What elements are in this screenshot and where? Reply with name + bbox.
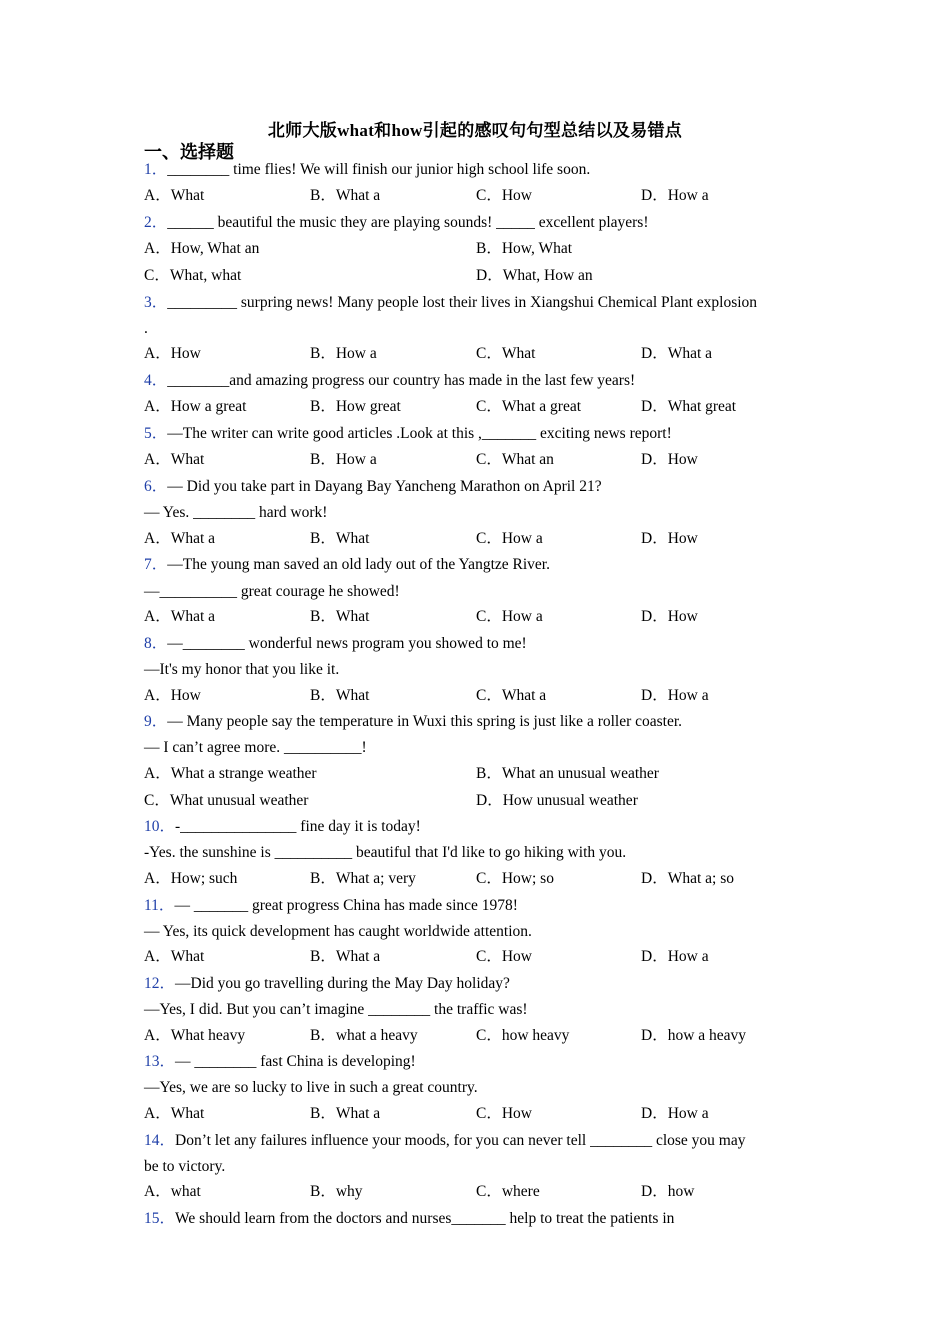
question-text: be to victory. (144, 1158, 226, 1175)
question-text: — Yes, its quick development has caught worldwide attention. (144, 923, 532, 940)
question-stem (144, 1209, 814, 1229)
answer-option[interactable]: D．How a (641, 187, 709, 204)
question-number: 1． (144, 161, 168, 178)
answer-option[interactable]: B．What a (310, 187, 381, 204)
question-stem (144, 160, 814, 180)
answer-option[interactable]: C．What a great (476, 398, 582, 415)
answer-option[interactable]: B．what a heavy (310, 1027, 418, 1044)
answer-option[interactable]: B．What (310, 608, 370, 625)
question-text: —The young man saved an old lady out of the Yangtze River. (167, 556, 550, 573)
question-line (144, 582, 814, 602)
answer-option[interactable]: C．How a (476, 608, 543, 625)
answer-option[interactable]: C．How; so (476, 870, 554, 887)
question-number: 15． (144, 1210, 176, 1227)
question-text: . (144, 320, 148, 337)
question-text: — ________ fast China is developing! (175, 1053, 416, 1070)
question-text: ________ time flies! We will finish our junior high school life soon. (167, 161, 591, 178)
answer-option[interactable]: B．How a (310, 451, 377, 468)
question-text: —Yes, I did. But you can’t imagine ________ the traffic was! (144, 1001, 528, 1018)
answer-option[interactable]: A．How (144, 345, 201, 362)
question-line (144, 843, 814, 863)
question-number: 13． (144, 1053, 176, 1070)
answer-option[interactable]: C．how heavy (476, 1027, 570, 1044)
question-number: 3． (144, 294, 168, 311)
question-line (144, 922, 814, 942)
question-text: —Did you go travelling during the May Day holiday? (175, 975, 510, 992)
answer-option[interactable]: D．How (641, 608, 698, 625)
answer-option[interactable]: B．What a (310, 1105, 381, 1122)
question-line (144, 1157, 814, 1177)
answer-option[interactable]: B．What (310, 687, 370, 704)
question-stem (144, 477, 814, 497)
question-number: 10． (144, 818, 176, 835)
question-text: _________ surpring news! Many people lost their lives in Xiangshui Chemical Plant explosion (167, 294, 758, 311)
answer-option[interactable]: A．How, What an (144, 240, 260, 257)
question-line (144, 1078, 814, 1098)
answer-option[interactable]: B．What an unusual weather (476, 765, 659, 782)
answer-option[interactable]: A．What (144, 1105, 205, 1122)
question-text: —________ wonderful news program you showed to me! (167, 635, 527, 652)
question-stem (144, 555, 814, 575)
question-stem (144, 424, 814, 444)
answer-option[interactable]: A．What (144, 451, 205, 468)
question-text: — _______ great progress China has made since 1978! (174, 897, 518, 914)
question-line (144, 503, 814, 523)
answer-option[interactable]: A．What a strange weather (144, 765, 317, 782)
answer-option[interactable]: A．How a great (144, 398, 247, 415)
question-text: ________and amazing progress our country has made in the last few years! (167, 372, 636, 389)
question-number: 7． (144, 556, 168, 573)
question-line (144, 319, 814, 339)
question-text: ______ beautiful the music they are playing sounds! _____ excellent players! (167, 214, 649, 231)
question-text: —__________ great courage he showed! (144, 583, 400, 600)
question-text: We should learn from the doctors and nurses_______ help to treat the patients in (175, 1210, 675, 1227)
answer-option[interactable]: B．why (310, 1183, 363, 1200)
answer-option[interactable]: B．How great (310, 398, 401, 415)
question-stem (144, 1131, 814, 1151)
answer-option[interactable]: A．What a (144, 530, 216, 547)
question-text: — Did you take part in Dayang Bay Yancheng Marathon on April 21? (167, 478, 602, 495)
answer-option[interactable]: D．What a; so (641, 870, 734, 887)
question-stem (144, 293, 814, 313)
answer-option[interactable]: A．How; such (144, 870, 238, 887)
answer-option[interactable]: C．How a (476, 530, 543, 547)
question-text: —Yes, we are so lucky to live in such a great country. (144, 1079, 478, 1096)
answer-option[interactable]: C．What, what (144, 267, 242, 284)
answer-option[interactable]: C．where (476, 1183, 540, 1200)
answer-option[interactable]: C．What a (476, 687, 547, 704)
answer-option[interactable]: B．What a (310, 948, 381, 965)
answer-option[interactable]: D．How (641, 451, 698, 468)
answer-option[interactable]: A．What (144, 948, 205, 965)
question-number: 5． (144, 425, 168, 442)
question-number: 4． (144, 372, 168, 389)
question-line (144, 660, 814, 680)
answer-option[interactable]: A．What a (144, 608, 216, 625)
question-number: 11． (144, 897, 175, 914)
question-text: —It's my honor that you like it. (144, 661, 340, 678)
answer-option[interactable]: D．How a (641, 1105, 709, 1122)
question-number: 9． (144, 713, 168, 730)
answer-option[interactable]: B．How, What (476, 240, 573, 257)
answer-option[interactable]: D．how (641, 1183, 695, 1200)
answer-option[interactable]: D．How unusual weather (476, 792, 638, 809)
answer-option[interactable]: B．What a; very (310, 870, 416, 887)
question-text: — I can’t agree more. __________! (144, 739, 367, 756)
answer-option[interactable]: D．how a heavy (641, 1027, 747, 1044)
section-heading: 一、选择题 (144, 142, 234, 162)
answer-option[interactable]: D．How a (641, 687, 709, 704)
question-text: Don’t let any failures influence your moods, for you can never tell ________ close you may (175, 1132, 746, 1149)
answer-option[interactable]: D．What a (641, 345, 713, 362)
question-stem (144, 1052, 814, 1072)
question-text: — Many people say the temperature in Wuxi this spring is just like a roller coaster. (167, 713, 683, 730)
answer-option[interactable]: A．What (144, 187, 205, 204)
question-stem (144, 634, 814, 654)
question-stem (144, 974, 814, 994)
question-line (144, 738, 814, 758)
question-number: 2． (144, 214, 168, 231)
answer-option[interactable]: D．How a (641, 948, 709, 965)
answer-option[interactable]: C．How (476, 187, 532, 204)
answer-option[interactable]: C．How (476, 1105, 532, 1122)
question-number: 6． (144, 478, 168, 495)
question-text: -_______________ fine day it is today! (175, 818, 421, 835)
answer-option[interactable]: D．What great (641, 398, 737, 415)
document-title: 北师大版what和how引起的感叹句句型总结以及易错点 (267, 121, 683, 140)
answer-option[interactable]: C．What an (476, 451, 554, 468)
question-text: — Yes. ________ hard work! (144, 504, 328, 521)
question-line (144, 1000, 814, 1020)
answer-option[interactable]: B．How a (310, 345, 377, 362)
answer-option[interactable]: C．What unusual weather (144, 792, 309, 809)
question-stem (144, 896, 814, 916)
question-text: —The writer can write good articles .Look at this ,_______ exciting news report! (167, 425, 672, 442)
question-number: 12． (144, 975, 176, 992)
answer-option[interactable]: D．What, How an (476, 267, 593, 284)
answer-option[interactable]: A．what (144, 1183, 201, 1200)
question-stem (144, 712, 814, 732)
question-stem (144, 371, 814, 391)
question-stem (144, 213, 814, 233)
question-stem (144, 817, 814, 837)
answer-option[interactable]: C．What (476, 345, 536, 362)
answer-option[interactable]: C．How (476, 948, 532, 965)
answer-option[interactable]: A．What heavy (144, 1027, 246, 1044)
question-number: 14． (144, 1132, 176, 1149)
answer-option[interactable]: A．How (144, 687, 201, 704)
answer-option[interactable]: B．What (310, 530, 370, 547)
question-number: 8． (144, 635, 168, 652)
answer-option[interactable]: D．How (641, 530, 698, 547)
question-text: -Yes. the sunshine is __________ beautiful that I'd like to go hiking with you. (144, 844, 627, 861)
